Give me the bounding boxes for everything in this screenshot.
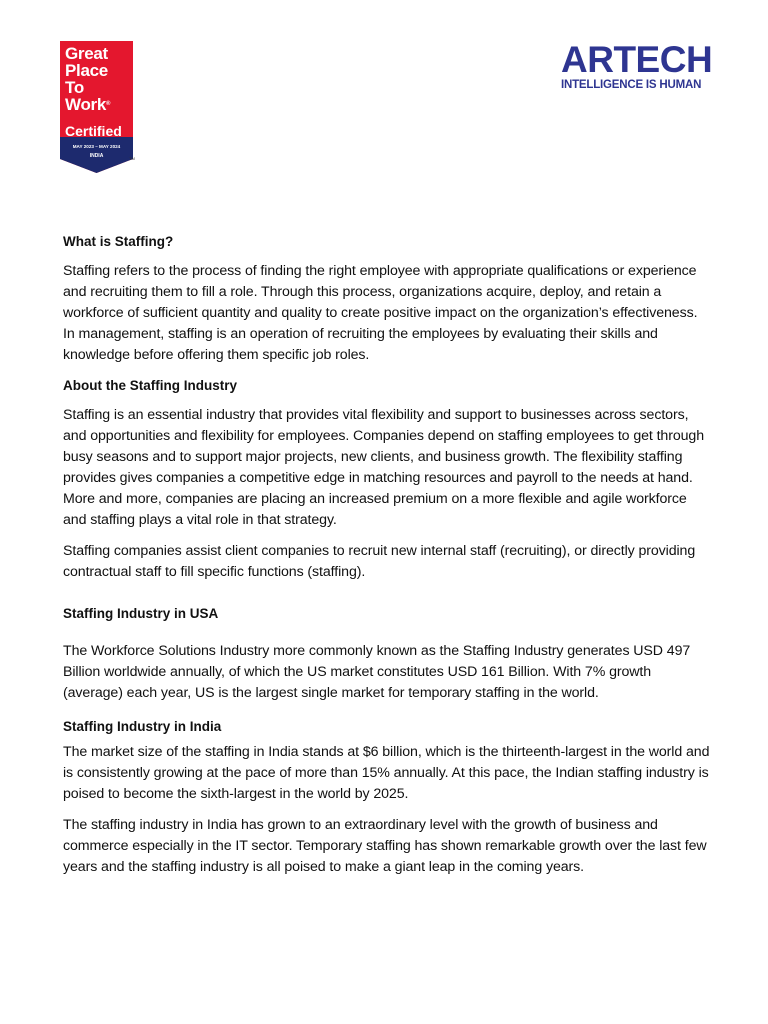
paragraph-what-is-staffing: Staffing refers to the process of finding the right employee with appropriate qualifications or experience and recruiting them to fill a role. Through this process, organizations acquire, deploy, and retain a workforce of sufficient quantity and quality to create positive impact on the organization’s effectiveness. In management, staffing is an operation of recruiting the employees by evaluating their skills and knowledge before offering them specific job roles. xyxy=(63,263,698,363)
badge-country: INDIA xyxy=(89,153,104,159)
heading-staffing-usa: Staffing Industry in USA xyxy=(63,606,219,621)
heading-staffing-india: Staffing Industry in India xyxy=(63,719,222,734)
badge-certified: Certified xyxy=(65,123,122,139)
badge-dates: MAY 2023 – MAY 2024 xyxy=(72,144,121,149)
paragraph-about-staffing-2: Staffing companies assist client companies to recruit new internal staff (recruiting), or directly providing contractual staff to fill specific functions (staffing). xyxy=(63,543,696,580)
document-body xyxy=(63,232,711,878)
badge-work-text: Work xyxy=(65,95,106,114)
great-place-to-work-badge xyxy=(60,41,137,175)
paragraph-staffing-india-2: The staffing industry in India has grown to an extraordinary level with the growth of business and commerce especially in the IT sector. Temporary staffing has shown remarkable growth over the last few years and the staffing industry is all poised to make a giant leap in the coming years. xyxy=(63,817,707,875)
artech-logo-name: ARTECH xyxy=(561,39,713,80)
heading-what-is-staffing: What is Staffing? xyxy=(63,234,174,249)
artech-logo xyxy=(561,39,716,92)
badge-trademark: TM xyxy=(129,156,135,161)
heading-about-staffing-industry: About the Staffing Industry xyxy=(63,378,237,393)
paragraph-about-staffing-1: Staffing is an essential industry that provides vital flexibility and support to businesses across sectors, and opportunities and flexibility for employees. Companies depend on staffing employees to get through busy seasons and to support major projects, new clients, and business growth. The flexibility staffing provides gives companies a competitive edge in matching resources and payroll to the needs at hand. More and more, companies are placing an increased premium on a more flexible and agile workforce and staffing plays a vital role in that strategy. xyxy=(63,407,704,528)
paragraph-staffing-india-1: The market size of the staffing in India stands at $6 billion, which is the thirteenth-largest in the world and is consistently growing at the pace of more than 15% annually. At this pace, the Indian staffing industry is poised to become the sixth-largest in the world by 2025. xyxy=(63,744,710,802)
badge-line-work xyxy=(65,96,110,113)
badge-line-to: To xyxy=(65,78,84,97)
badge-line-place: Place xyxy=(65,61,108,80)
badge-line-great: Great xyxy=(65,44,108,63)
artech-logo-tagline: INTELLIGENCE IS HUMAN xyxy=(561,79,702,91)
registered-mark: ® xyxy=(106,101,111,107)
paragraph-staffing-usa: The Workforce Solutions Industry more commonly known as the Staffing Industry generates USD 497 Billion worldwide annually, of which the US market constitutes USD 161 Billion. With 7% growth (average) each year, US is the largest single market for temporary staffing in the world. xyxy=(63,643,691,701)
